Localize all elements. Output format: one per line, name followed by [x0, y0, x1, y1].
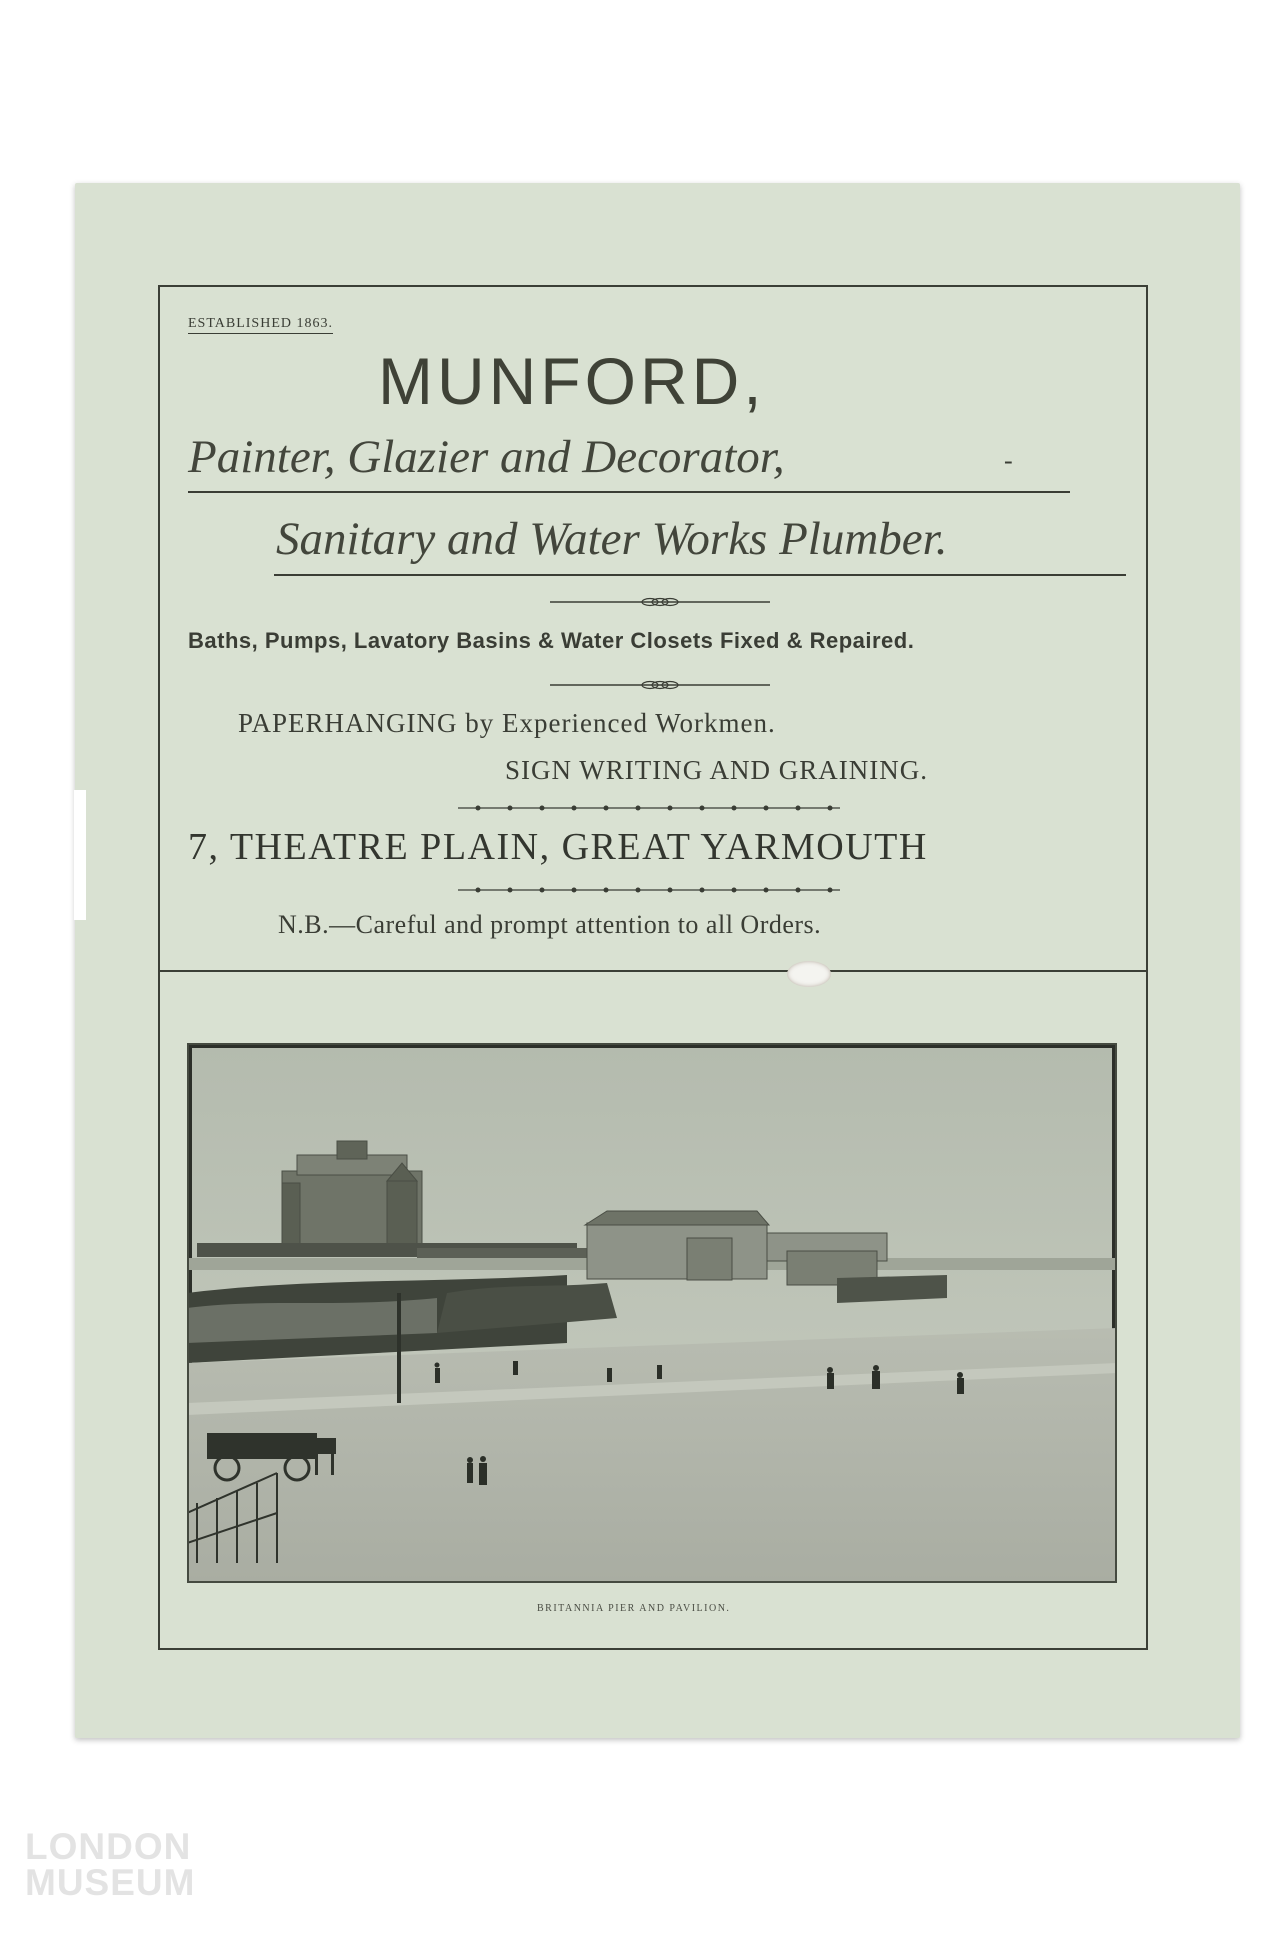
ornament-chain-2	[458, 885, 840, 895]
trade-line-1: Painter, Glazier and Decorator,	[188, 431, 785, 483]
photo-caption: BRITANNIA PIER AND PAVILION.	[537, 1603, 731, 1614]
trade-dash: -	[1004, 446, 1013, 475]
established-label: ESTABLISHED 1863.	[188, 316, 333, 334]
note-line: N.B.—Careful and prompt attention to all Orders.	[278, 910, 822, 939]
museum-watermark-logo	[25, 1826, 196, 1903]
underline-2	[274, 574, 1126, 576]
logo-line-1: LONDON	[25, 1826, 192, 1867]
business-name: MUNFORD,	[378, 344, 766, 418]
services-line: Baths, Pumps, Lavatory Basins & Water Closets Fixed & Repaired.	[188, 628, 915, 653]
ornament-rule-2	[550, 680, 770, 690]
signwriting-line: SIGN WRITING AND GRAINING.	[505, 755, 928, 785]
trade-line-2: Sanitary and Water Works Plumber.	[276, 513, 948, 565]
pier-photo	[187, 1043, 1117, 1583]
section-divider	[158, 970, 1148, 972]
paper-tear	[74, 790, 86, 920]
paper-hole	[787, 961, 831, 987]
address-line: 7, THEATRE PLAIN, GREAT YARMOUTH	[188, 826, 928, 868]
underline-1	[188, 491, 1070, 493]
paperhanging-line: PAPERHANGING by Experienced Workmen.	[238, 708, 776, 738]
ornament-rule-1	[550, 597, 770, 607]
logo-line-2: MUSEUM	[25, 1862, 196, 1903]
ornament-chain-1	[458, 803, 840, 813]
